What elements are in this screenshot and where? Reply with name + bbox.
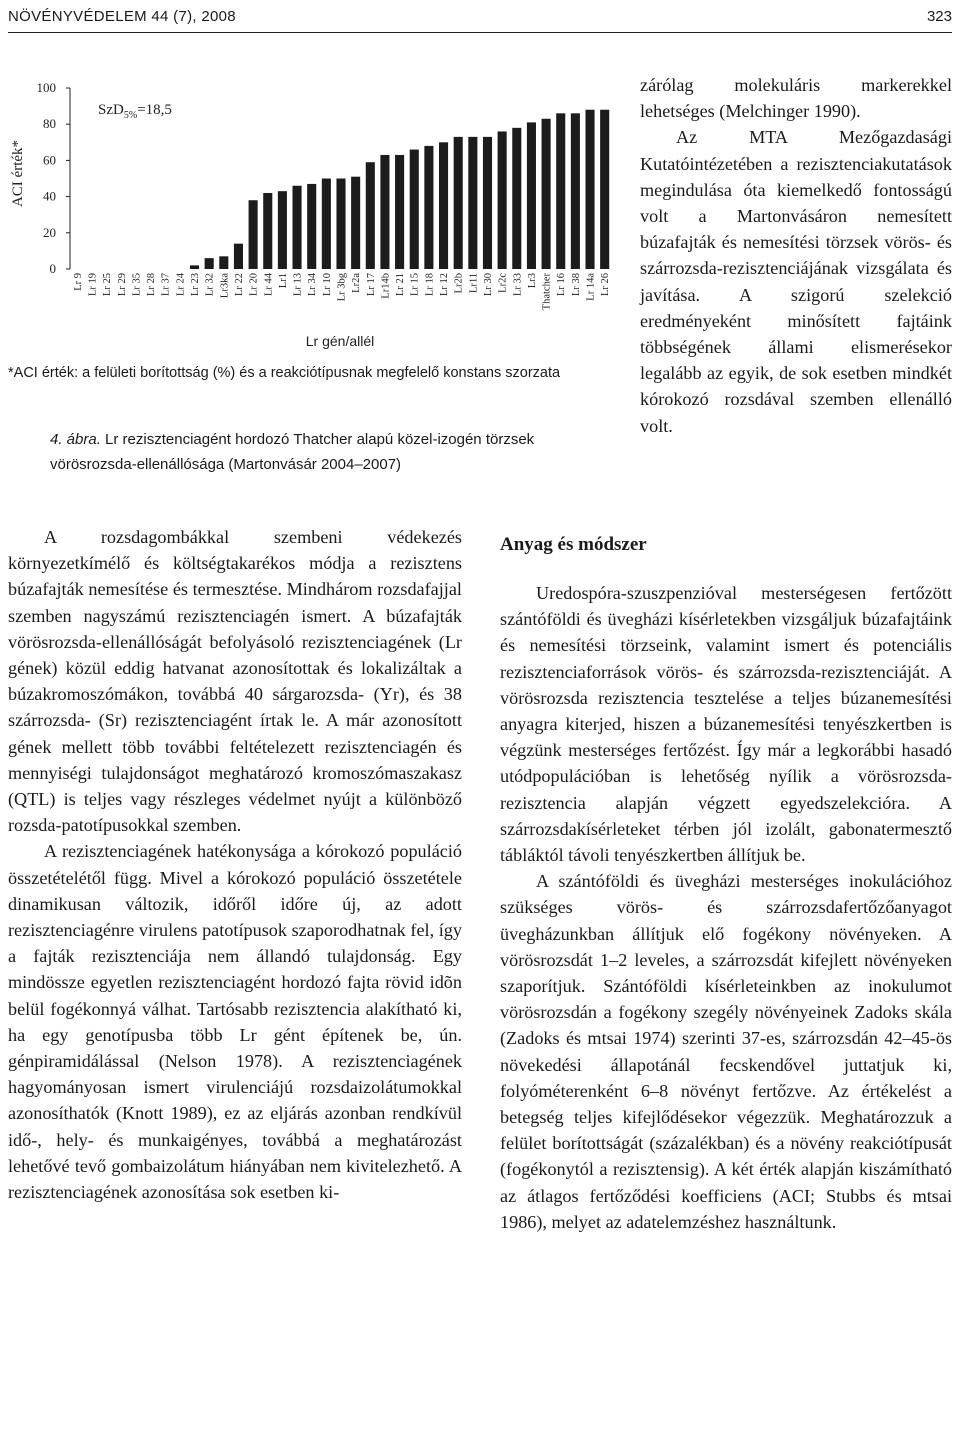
- x-tick-label: Lr 21: [395, 273, 407, 297]
- bar-lr-10: [322, 179, 331, 270]
- y-axis-label: ACI érték*: [10, 139, 26, 208]
- bar-lr-3bg: [336, 179, 345, 270]
- bar-lr-30: [483, 137, 492, 269]
- bar-lr3ka: [219, 256, 228, 269]
- chart-footnote: *ACI érték: a felületi borítottság (%) és a reakciótípusnak megfelelő konstans szorzata: [8, 365, 561, 381]
- journal-title: NÖVÉNYVÉDELEM 44 (7), 2008: [8, 8, 236, 25]
- paragraph: A rezisztenciagének hatékonysága a kórokozó populáció összetételétől függ. Mivel a kórokozó populáció összetétele dinamikusan változik, időről időre új, az adott rezisztenciagénre virulens patotípusok szaporodhatnak fel, így a fajták rezisztenciája nem állandó tulajdonság. Egy mindössze egyetlen rezisztenciagént hordozó fajta rövid idõn belül fogékonnyá válhat. Tartósabb rezisztencia alakítható ki, ha egy genotípusba több Lr gént építenek be, ún. génpiramidálással (Nelson 1978). A rezisztenciagének hagyományosan ismert virulenciájú rozsdaizolátumokkal azonosíthatók (Knott 1989), ez az eljárás azonban rendkívül idő-, hely- és munkaigényes, továbbá a meghatározást lehetővé tevő gombaizolátum hiányában nem kivitelezhető. A rezisztenciagének azonosítása sok esetben ki-: [8, 841, 462, 1203]
- bar-lr11: [468, 137, 477, 269]
- top-right-column: [640, 72, 952, 439]
- x-tick-label: Lr 33: [512, 273, 524, 297]
- bar-lr14b: [380, 155, 389, 269]
- x-tick-label: Lr 16: [556, 273, 568, 297]
- y-tick-label: 40: [43, 188, 56, 204]
- right-column: [500, 580, 952, 1235]
- figure-caption-text: Lr rezisztenciagént hordozó Thatcher alapú közel-izogén törzsek vörösrozsda-ellenállósága (Martonvásár 2004–2007): [50, 431, 535, 473]
- x-tick-label: Lr2a: [351, 273, 363, 293]
- x-tick-label: Lr 22: [233, 273, 245, 297]
- x-tick-label: Lr 35: [131, 273, 143, 297]
- x-tick-label: Thatcher: [541, 273, 553, 311]
- paragraph: A szántóföldi és üvegházi mesterséges inokulációhoz szükséges vörös- és szárrozsdafertőzőanyagot üvegházunkban állítjuk elő fogékony növényeken. A vörösrozsdát 1–2 leveles, a szárrozsdát kifejlett növényeken szaporítjuk. Szántóföldi kísérleteinkben az inokulumot vörösrozsdán a fogékony szegély növényeinek Zadoks skála (Zadoks és mtsai 1974) szerinti 37-es, szárrozsdán 42–45-ös növekedési állapotánál fecskendővel juttatjuk ki, folyóméterenként 6–8 növényt fertőzve. Az értékelést a betegség teljes kifejlődésekor végezzük. Meghatározzuk a felület borítottságát (százalékban) és a növény reakciótípusát (fogékonytól a rezisztensig). A két érték alapján kiszámítható az átlagos fertőződési koefficiens (ACI; Stubbs és mtsai 1986), melyet az adatelemzéshez használtunk.: [500, 871, 952, 1232]
- x-tick-label: Lr14b: [380, 273, 392, 299]
- figure-caption: [50, 427, 620, 477]
- bar-lr-17: [366, 162, 375, 269]
- x-tick-label: Lr 13: [292, 273, 304, 297]
- paragraph: Az MTA Mezőgazdasági Kutatóintézetében a rezisztenciakutatások megindulása óta kiemelkedő fontosságú volt a Martonvásáron nemesített búzafajták és nemesítési törzsek vörös- és szárrozsda-rezisztenciájának vizsgálata és javítása. A szigorú szelekció eredményeként minősített fajtáink többségének állami elismerésekor legalább az egyik, de sok esetben mindkét kórokozó rozsdával szemben ellenálló volt.: [640, 127, 952, 436]
- x-tick-label: Lr 28: [146, 273, 158, 297]
- bar-lr-18: [424, 146, 433, 269]
- y-tick-label: 20: [43, 224, 56, 240]
- x-tick-label: Lr11: [468, 273, 480, 294]
- x-tick-label: Lr 34: [307, 273, 319, 297]
- bar-lr-21: [395, 155, 404, 269]
- bar-lr-44: [263, 193, 272, 269]
- running-header: [8, 4, 952, 34]
- x-tick-label: Lr 25: [102, 273, 114, 297]
- x-tick-label: Lr 3bg: [336, 273, 348, 302]
- y-tick-label: 80: [43, 116, 56, 132]
- bar-lr-26: [600, 110, 609, 269]
- bar-lr-22: [234, 244, 243, 269]
- bar-lr-20: [249, 200, 258, 269]
- bar-lr-15: [410, 150, 419, 269]
- x-tick-label: Lr2b: [453, 273, 465, 294]
- bar-lr-12: [439, 142, 448, 269]
- x-tick-label: Lr 26: [600, 273, 612, 297]
- page-number: 323: [926, 8, 952, 25]
- x-tick-label: Lr 12: [439, 273, 451, 297]
- x-tick-label: Lr 38: [570, 273, 582, 297]
- header-rule: [8, 32, 952, 33]
- bar-lr-33: [512, 128, 521, 269]
- x-tick-label: Lr 44: [263, 273, 275, 297]
- bar-lr-38: [571, 113, 580, 269]
- x-tick-label: Lr1: [277, 273, 289, 289]
- x-tick-label: Lr 14a: [585, 273, 597, 301]
- bar-lr-32: [205, 258, 214, 269]
- paragraph: Uredospóra-szuszpenzióval mesterségesen fertőzött szántóföldi és üvegházi kísérletekben vizsgáljuk búzafajtáink és nemesítési törzseink, valamint ismert és potenciális rezisztenciaforrások vörös- és szárrozsda-rezisztenciáját. A vörösrozsda rezisztencia tesztelése a teljes búzanemesítési anyagra kiterjed, hiszen a búzanemesítési tenyészkertben is végzünk mesterséges fertőzést. Így már a legkorábbi hasadó utódpopulációban is lehetőség nyílik a vörösrozsda-rezisztencia alapján végzett egyedszelekcióra. A szárrozsdakísérleteket térben jól izolált, gabonatermesztő tábláktól távoli tenyészkertben állítjuk be.: [500, 583, 952, 866]
- x-tick-label: Lr 24: [175, 273, 187, 297]
- bar-lr3: [527, 122, 536, 269]
- y-tick-label: 60: [43, 152, 56, 168]
- paragraph: zárólag molekuláris markerekkel lehetséges (Melchinger 1990).: [640, 75, 952, 122]
- x-tick-label: Lr 32: [204, 273, 216, 297]
- x-tick-label: Lr 10: [321, 273, 333, 297]
- x-tick-label: Lr3: [526, 273, 538, 289]
- y-tick-label: 0: [49, 261, 56, 276]
- y-tick-label: 100: [36, 80, 56, 95]
- x-tick-label: Lr 37: [160, 273, 172, 297]
- figure-number: 4. ábra.: [50, 431, 101, 448]
- bar-lr-16: [556, 113, 565, 269]
- x-tick-label: Lr 29: [116, 273, 128, 297]
- x-tick-label: Lr 9: [72, 273, 84, 291]
- bar-lr-14a: [585, 110, 594, 269]
- x-tick-label: Lr2c: [497, 273, 509, 293]
- section-heading: Anyag és módszer: [500, 534, 647, 555]
- bar-lr2b: [454, 137, 463, 269]
- left-column: [8, 524, 462, 1205]
- x-tick-label: Lr 17: [365, 273, 377, 297]
- bar-lr-34: [307, 184, 316, 269]
- x-tick-label: Lr 18: [424, 273, 436, 297]
- x-tick-label: Lr 23: [190, 273, 202, 297]
- aci-bar-chart: [0, 60, 625, 360]
- x-tick-label: Lr 15: [409, 273, 421, 297]
- bar-lr-23: [190, 265, 199, 269]
- bar-lr-13: [293, 186, 302, 269]
- bar-thatcher: [542, 119, 551, 269]
- bar-lr2a: [351, 177, 360, 269]
- x-tick-label: Lr 19: [87, 273, 99, 297]
- lsd-annotation: SzD$_{5\%}$=18,5: [98, 102, 172, 121]
- x-axis-label: Lr gén/allél: [305, 333, 375, 349]
- x-tick-label: Lr3ka: [219, 273, 231, 299]
- x-tick-label: Lr 30: [482, 273, 494, 297]
- bar-lr2c: [498, 131, 507, 269]
- paragraph: A rozsdagombákkal szembeni védekezés környezetkímélő és költségtakarékos módja a rezisztens búzafajták nemesítése és termesztése. Mindhárom rozsdafajjal szemben nagyszámú rezisztenciagén ismert. A búzafajták vörösrozsda-ellenállóságát befolyásoló rezisztenciagének (Lr gének) közül eddig hatvanat azonosítottak és lokalizáltak a búzakromoszómákon, továbbá 40 sárgarozsda- (Yr), és 38 szárrozsda- (Sr) rezisztenciagént írtak le. A már azonosított gének mellett több további feltételezett rezisztenciagén és mennyiségi tulajdonságot meghatározó kromoszómaszakasz (QTL) is teljes vagy részleges védelmet nyújt a különböző rozsda-patotípusokkal szemben.: [8, 527, 462, 836]
- bar-lr1: [278, 191, 287, 269]
- x-tick-label: Lr 20: [248, 273, 260, 297]
